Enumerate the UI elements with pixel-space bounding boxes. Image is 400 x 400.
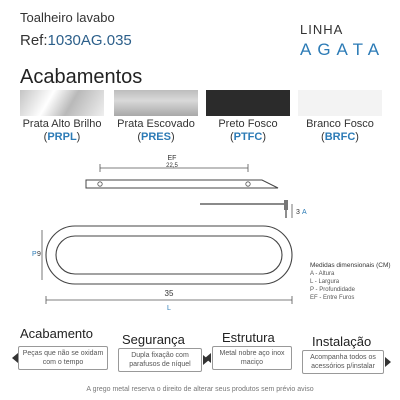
arrow-right-icon [385, 357, 391, 367]
feature-title-instalacao: Instalação [312, 334, 372, 349]
ef-label: EF [167, 155, 177, 162]
ref-prefix: Ref: [20, 32, 48, 49]
swatch-preto-fosco [206, 90, 290, 116]
product-name: Toalheiro lavabo [20, 10, 115, 25]
arrow-left-icon [12, 353, 18, 363]
p-value: 9 [37, 251, 41, 258]
screw-hole-left [98, 182, 102, 186]
legend-item: A - Altura [310, 271, 335, 277]
a-value: 3 [296, 209, 300, 216]
screw-hole-right [246, 182, 250, 186]
top-view-bar [86, 180, 278, 188]
a-label: A [302, 209, 307, 216]
finish-code-wrap: (PRES) [137, 131, 175, 143]
feature-title-seguranca: Segurança [122, 332, 185, 347]
finish-label [12, 118, 112, 144]
side-view-mount [284, 200, 288, 210]
length-value: 35 [164, 289, 174, 298]
finish-label [290, 118, 390, 144]
finish-code-wrap: (BRFC) [321, 131, 359, 143]
finish-name: Branco Fosco [306, 118, 374, 130]
legend-item: EF - Entre Furos [310, 295, 355, 301]
finish-code-wrap: (PRPL) [43, 131, 81, 143]
swatch-prata-escovado [114, 90, 198, 116]
finish-code: PTFC [233, 131, 263, 143]
ef-value: 22,5 [166, 163, 178, 169]
arrow-left-icon [205, 353, 211, 363]
legend-title: Medidas dimensionais (CM) [310, 262, 391, 269]
line-name: AGATA [300, 40, 386, 59]
product-reference [20, 32, 132, 49]
p-label: P [32, 251, 37, 258]
feature-box-instalacao: Acompanha todos os acessórios p/instalar [302, 350, 384, 374]
finishes-title: Acabamentos [20, 66, 143, 88]
finish-label [106, 118, 206, 144]
ref-code: 1030AG.035 [47, 32, 132, 49]
finish-name: Preto Fosco [218, 118, 278, 130]
front-view-outer [46, 226, 292, 284]
finish-code-wrap: (PTFC) [229, 131, 267, 143]
swatch-prata-alto-brilho [20, 90, 104, 116]
finish-code: PRPL [47, 131, 77, 143]
feature-box-seguranca: Dupla fixação com parafusos de níquel [118, 348, 202, 372]
front-view-inner [56, 236, 282, 274]
finish-name: Prata Escovado [117, 118, 195, 130]
swatch-branco-fosco [298, 90, 382, 116]
feature-title-acabamento: Acabamento [20, 326, 93, 341]
dimension-legend [310, 262, 398, 302]
legend-item: P - Profundidade [310, 287, 355, 293]
feature-box-acabamento: Peças que não se oxidam com o tempo [18, 346, 108, 370]
line-label: LINHA [300, 22, 344, 37]
finish-name: Prata Alto Brilho [22, 118, 102, 130]
finish-label [198, 118, 298, 144]
length-label: L [167, 305, 171, 312]
legend-item: L - Largura [310, 279, 340, 285]
side-view-profile [200, 204, 286, 218]
feature-box-estrutura: Metal nobre aço inox maciço [212, 346, 292, 370]
feature-title-estrutura: Estrutura [222, 330, 275, 345]
finish-code: PRES [141, 131, 171, 143]
footer-disclaimer: A grego metal reserva o direito de alterar seus produtos sem prévio aviso [86, 386, 314, 393]
finish-code: BRFC [324, 131, 356, 143]
